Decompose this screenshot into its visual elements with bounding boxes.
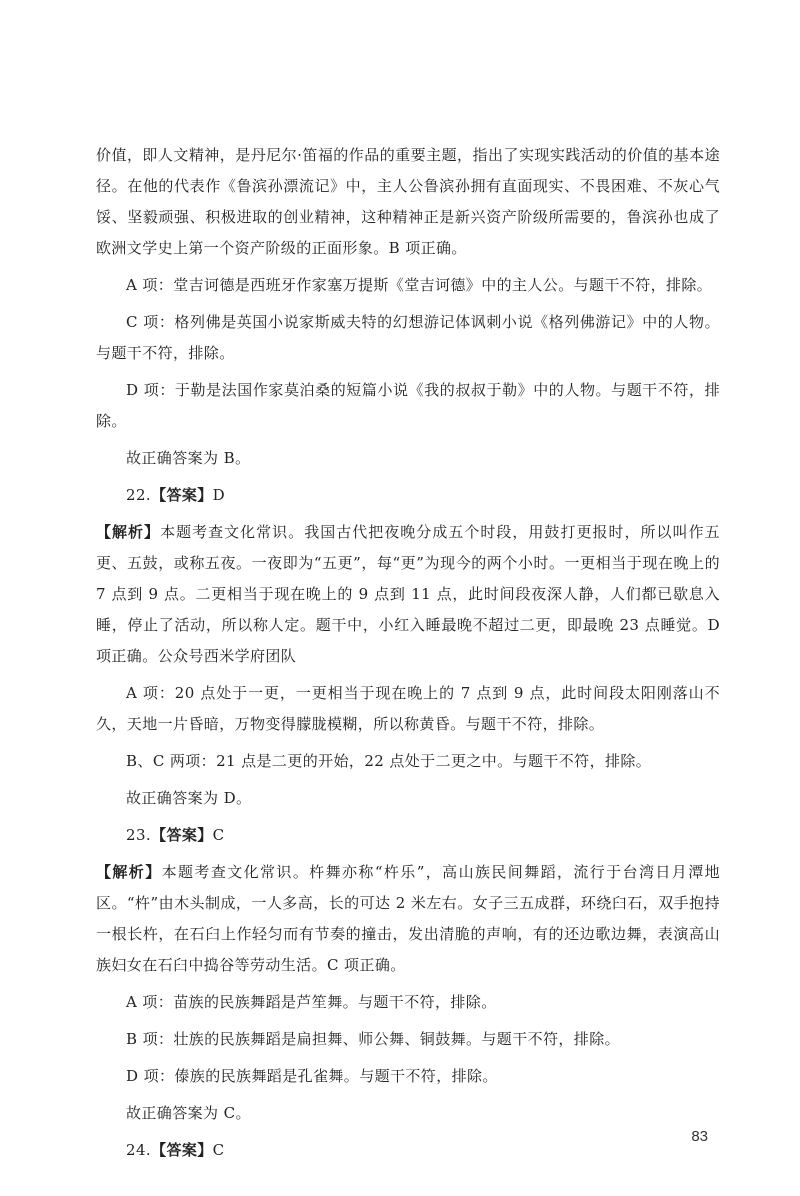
paragraph-option-a: A 项：苗族的民族舞蹈是芦笙舞。与题干不符，排除。 [126, 993, 497, 1011]
answer-number: 22. [126, 486, 152, 504]
answer-label: 【答案】 [151, 486, 213, 504]
paragraph-option-b: B 项：壮族的民族舞蹈是扁担舞、师公舞、铜鼓舞。与题干不符，排除。 [126, 1030, 620, 1048]
answer-label: 【答案】 [151, 826, 213, 844]
paragraph-option-bc: B、C 两项：21 点是二更的开始，22 点处于二更之中。与题干不符，排除。 [126, 752, 652, 770]
paragraph-conclusion: 故正确答案为 D。 [126, 789, 252, 807]
answer-number: 24. [126, 1141, 152, 1159]
answer-number: 23. [126, 826, 152, 844]
answer-value: C [212, 1141, 225, 1159]
analysis-22 [96, 517, 720, 672]
answer-value: C [212, 826, 225, 844]
paragraph-conclusion: 故正确答案为 C。 [126, 1104, 251, 1122]
paragraph-option-d: D 项：傣族的民族舞蹈是孔雀舞。与题干不符，排除。 [126, 1067, 498, 1085]
paragraph-intro: 价值，即人文精神，是丹尼尔·笛福的作品的重要主题，指出了实现实践活动的价值的基本途径。在他的代表作《鲁滨孙漂流记》中，主人公鲁滨孙拥有直面现实、不畏困难、不灰心气馁、坚毅顽强、积极进取的创业精神，这种精神正是新兴资产阶级所需要的，鲁滨孙也成了欧洲文学史上第一个资产阶级的正面形象。B 项正确。 [96, 146, 720, 257]
answer-heading-23 [96, 820, 720, 851]
page-content [96, 140, 720, 1172]
paragraph-conclusion: 故正确答案为 B。 [126, 449, 251, 467]
page-number: 83 [691, 1128, 708, 1145]
analysis-label: 【解析】 [96, 523, 161, 541]
answer-label: 【答案】 [151, 1141, 213, 1159]
paragraph-option-d: D 项：于勒是法国作家莫泊桑的短篇小说《我的叔叔于勒》中的人物。与题干不符，排除。 [96, 381, 720, 430]
analysis-text: 本题考查文化常识。杵舞亦称“杵乐”，高山族民间舞蹈，流行于台湾日月潭地区。“杵”由木头制成，一人多高，长的可达 2 米左右。女子三五成群，环绕臼石，双手抱持一根长杵，在石臼上作轻匀而有节奏的撞击，发出清脆的声响，有的还边歌边舞，表演高山族妇女在石臼中捣谷等劳动生活。C 项正确。 [96, 863, 720, 974]
paragraph-option-c: C 项：格列佛是英国小说家斯威夫特的幻想游记体讽刺小说《格列佛游记》中的人物。与题干不符，排除。 [96, 313, 720, 362]
paragraph-option-a: A 项：堂吉诃德是西班牙作家塞万提斯《堂吉诃德》中的主人公。与题干不符，排除。 [126, 276, 713, 294]
answer-value: D [212, 486, 226, 504]
answer-heading-24 [96, 1135, 720, 1166]
analysis-23 [96, 857, 720, 981]
answer-heading-22 [96, 480, 720, 511]
analysis-label: 【解析】 [96, 863, 162, 881]
analysis-text: 本题考查文化常识。我国古代把夜晚分成五个时段，用鼓打更报时，所以叫作五更、五鼓，或称五夜。一夜即为“五更”，每“更”为现今的两个小时。一更相当于现在晚上的 7 点到 9 点。二更相当于现在晚上的 9 点到 11 点，此时间段夜深人静，人们都已歇息入睡，停止了活动，所以称人定。题干中，小红入睡最晚不超过二更，即最晚 23 点睡觉。D 项正确。公众号西米学府团队 [96, 523, 720, 665]
paragraph-option-a: A 项：20 点处于一更，一更相当于现在晚上的 7 点到 9 点，此时间段太阳刚落山不久，天地一片昏暗，万物变得朦胧模糊，所以称黄昏。与题干不符，排除。 [96, 684, 720, 733]
